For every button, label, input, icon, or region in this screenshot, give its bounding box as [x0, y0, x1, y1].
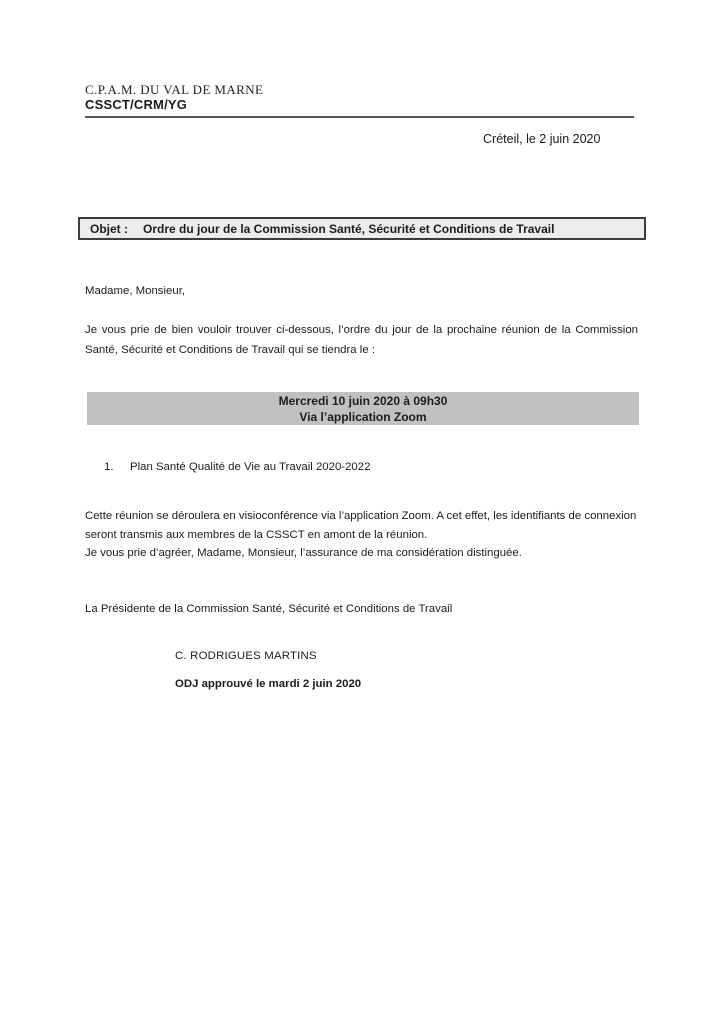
subject-text: Ordre du jour de la Commission Santé, Sécurité et Conditions de Travail	[143, 221, 555, 236]
info-paragraph: Cette réunion se déroulera en visioconférence via l’application Zoom. A cet effet, les identifiants de connexion seront transmis aux membres de la CSSCT en amont de la réunion.	[85, 510, 637, 541]
subject-label: Objet :	[90, 221, 128, 236]
salutation: Madame, Monsieur,	[85, 285, 186, 297]
agenda-item	[104, 459, 370, 476]
meeting-platform: Via l’application Zoom	[299, 409, 427, 424]
signature-name: C. RODRIGUES MARTINS	[175, 650, 317, 662]
info-block	[85, 507, 657, 563]
header-rule	[85, 116, 634, 118]
approval-note: ODJ approuvé le mardi 2 juin 2020	[175, 678, 362, 690]
reference-code: CSSCT/CRM/YG	[85, 97, 188, 112]
signature-title: La Présidente de la Commission Santé, Sécurité et Conditions de Travail	[85, 603, 453, 615]
meeting-date: Mercredi 10 juin 2020 à 09h30	[278, 393, 448, 408]
subject-box	[78, 217, 646, 240]
dateline: Créteil, le 2 juin 2020	[483, 132, 601, 146]
org-name: C.P.A.M. DU VAL DE MARNE	[85, 82, 264, 97]
meeting-banner	[87, 392, 639, 425]
intro-paragraph: Je vous prie de bien vouloir trouver ci-dessous, l’ordre du jour de la prochaine réunion de la Commission Santé, Sécurité et Conditions de Travail qui se tiendra le :	[85, 324, 638, 356]
agenda-text: Plan Santé Qualité de Vie au Travail 2020-2022	[130, 461, 371, 473]
agenda-number: 1.	[104, 461, 114, 473]
closing-paragraph: Je vous prie d’agréer, Madame, Monsieur, l’assurance de ma considération distinguée.	[85, 547, 522, 559]
